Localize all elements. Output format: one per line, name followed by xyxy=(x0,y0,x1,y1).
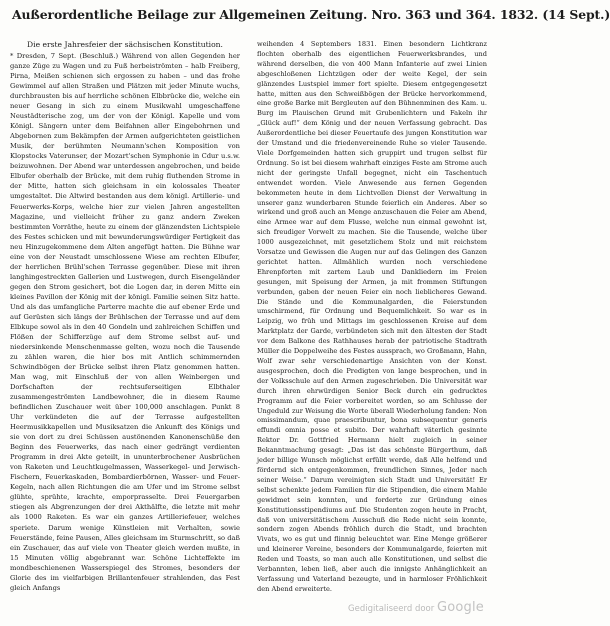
issue-year: 1832. xyxy=(499,7,539,22)
masthead xyxy=(12,7,610,22)
right-column xyxy=(257,40,487,595)
issue-number: Nro. 363 und 364. xyxy=(371,7,496,22)
issue-date: (14 Sept.) xyxy=(542,7,610,22)
digitization-watermark xyxy=(348,600,484,615)
article-title: Die erste Jahresfeier der sächsischen Konstitution. xyxy=(27,40,223,49)
left-column xyxy=(10,40,240,593)
watermark-prefix: Gedigitaliseerd door xyxy=(348,604,435,614)
left-column-text: * Dresden, 7 Sept. (Beschluß.) Während von allen Gegenden her ganze Züge zu Wagen und zu Fuß herbeiströmten – halb Freiberg, Pirna, Meißen schienen sich ergossen zu haben – und das frohe Gewimmel auf allen Straßen und Plätzen mit jeder Minute wuchs, durchbrausten bis auf herrliche schönen Elbbrücke die, welche ein neuer Gesang in sich zu einem Musikwahl umgeschaffene Neustädterische zog, um der von der Königl. Kapelle und vom Königl. Sängern unter dem Beifahnen aller Eingebohrnen und Abgebornen zum Bekämpfen der Armen aufgerichteten geistlichen Musik, der berühmten Neumann'schen Komposition von Klopstocks Vaterunser, der Mozart'schen Symphonie in Cdur u.s.w. beizuwohnen. Der Abend war unterdessen angebrochen, und beide Elbufer oberhalb der Brücke, mit dem ruhig fluthenden Strome in der Mitte, hatten sich gleichsam in ein kolossales Theater umgestaltet. Die Altwird bestanden aus dem königl. Artillerie- und Feuerwerks-Korps, welche hier zur vielen Jahren angestellten Magazine, und vielleicht früher zu ganz andern Zweken bestimmten Vorräthe, heute zu einem der glänzendsten Lichtspiele des Festes schicken und mit bewunderungswürdiger Fertigkeit das neu Hinzugekommene dem Alten angefügt hatten. Die Bühne war eine von der Neustadt umschlossene Wiese am rechten Elbufer, der herrlichen Brühl'schen Terrasse gegenüber. Diese mit ihren langhingestreckten Gallerien und Lustwegen, durch Eisengeländer gegen den Strom gesichert, bot die Logen dar, in deren Mitte ein kleines Pavillon der König mit der königl. Familie seinen Sitz hatte. Und als das umfangliche Parterre machte die auf ebener Erde und auf Gerüsten sich längs der Brühlschen der Terrasse und auf dem Elbkupe sowol als in den 40 Gondeln und zahlreichen Schiffen und Flößen der Schifferzüge auf dem Strome selbst auf- und niedersinkende Menschenmasse gelten, wozu noch die Tausende zu zählen waren, die hier bos mit Antlich schimmernden Schwindbögen der Brücke selbst ihren Platz genommen hatten. Man wag, mit Einschluß der von allen Weinbergen und Dorfschaften der rechtsuferseitigen Elbthaler zusammengeströmten Landbewohner, die in diesem Raume befindlichen Zuschauer weit über 100,000 anschlagen. Punkt 8 Uhr verkündeten die auf der Terrasse aufgestellten Heermusikkapellen und Musiksatzen die Ankunft des Königs und sie von dort zu drei Schüssen austönenden Kanonenschüße den Beginn des Feuerwerks, das nach einer gedrängt verdienten Programm in drei Akte geteilt, in ununterbrochener Ausbrüchen von Raketen und Leuchtkugelmassen, Wasserkegel- und Jerwisch-Fischern, Feuerkaskaden, Bombardierbörnen, Wasser- und Feuer-Kegeln, nach allen Richtungen die am Ufer und im Strome selbst glühte, sprühte, krachte, emporprasselte. Drei Feuergarben stiegen als Abgrenzungen der drei Akthälfte, die letzte mit mehr als 1000 Raketen. Es war ein ganzes Artilleriefeuer, welches speriete. Darum wenige Künstleien mit Verhalten, sowie Feuerstände, feine Pausen, Alles gleichsam im Sturmschritt, so daß ein Zuschauer, das auf viele von Theater gleich werden mußte, in 15 Minuten völlig abgebrannt war. Schöne Lichteffekte im mondbeschienenen Wasserspiegel des Stromes, besonders der Glorie des im vielfarbigen Brillantenfeuer strahlenden, das Fest gleich Anfangs xyxy=(10,52,240,592)
google-logo: Google xyxy=(436,600,484,615)
supplement-title: Außerordentliche Beilage zur Allgemeinen Zeitung. xyxy=(12,7,368,22)
right-column-text: weihenden 4 Septembers 1831. Einen besondern Lichtkranz flochten oberhalb des eigentlichen Feuerwerksbrandes, und während derselben, die von 400 Mann Infanterie auf zwei Linien abgeschloßenen Lichtzügen oder der weite Kegel, der sein glänzendes Lustspiel immer fort spielte. Diesem entgegengesetzt hatte, mitten aus den Schweißbögen der Brücke hervorkommend, eine große Barke mit Bergleuten auf den Bühnenminen des Kam. u. Burg im Plauischen Grund mit Grubenlichtern und Fakeln ihr „Glück auf!“ dem König und der neuen Verfassung gebracht. Das Außerordentliche bei dieser Feuertaufe des jungen Konstitution war der Umstand und die friedenvereinende Ruhe so vieler Tausende. Viele Dorfgemeinden hatten sich gruppirt und trugen selbst für Ordnung. So ist bei diesem wahrhaft einziges Feste am Strome auch nicht der geringste Unfall begegnet, nicht ein Taschentuch entwendet worden. Viele Anwesende aus fernen Gegenden bekommeten heute in dem Lichtvollen Dienst der Verwaltung in unserer ganz wunderbaren Stunde feierlich ein Anderes. Aber so wirkend und groß auch an Menge anzuschauen die Feier am Abend, eine Armee war auf dem Flusse, welche nun einmal gewohnt ist, sich freudiger Vorwelt zu machen. Sie die Tausende, welche über 1000 ausgezeichnet, mit gesetzlichem Stolz und mit reichstem Vorsatze und Gewissen die Augen nur auf das Gelingen des Ganzen gerichtet hatten. Allmählich wurden noch verschiedene Ehrenpforten mit zartem Laub und Dankliedern im Freien gesungen, mit Speisung der Armen, ja mit frommen Stiftungen verbunden, gaben der neuen Feier ein noch lieblicheres Gewand. Die Stände und die Kommunalgarden, die Feierstunden umschirmend, für Ordnung und Bequemlichkeit. So war es in Leipzig, wo früh und Mittags im geschlossenen Kreise auf dem Marktplatz der Garde, verbündeten sich mit den ältesten der Stadt vor dem Balkone des Rathhauses herab der patriotische Stadtrath Müller die Doppelweihe des Festes aussprach, wo Großmann, Hahn, Wolf zwar sehr verschiedenartige Ansichten von der Konst. ausgesprochen, doch die Predigten von lange besprochen, und in der Volksschule auf den Armen zugeschrieben. Die Universität war durch ihren ehrwürdigen Senior Beck durch ein gedrucktes Programm auf die Feier vorbereitet worden, so am Schlusse der Ungeduld zur Weisung die Worte überall Wiederholung fanden: Non omissimandum, quae praescribuntur, bona subsequentur generis effundi omnia posse et subito. Der wahrhaft väterlich gesinnte Rektor Dr. Gottfried Hermann hielt zugleich in seiner Bekanntmachung gesagt: „Das ist das schönste Bürgerthum, daß jeder billige Wunsch möglichst erfüllt werde, daß Alle helfend und fördernd sich entgegenkommen, freundlichen Sinnes, Jeder nach seiner Weise.“ Darum vereinigten sich Stadt und Universität! Er selbst schenkte jedem Familien für die Stipendien, die einem Mahle gewidmet sein konnten, und forderte zur Gründung eines Konstitutionsstipendiums auf. Die Studenten zogen heute in Pracht, daß von universitätischem Ausschuß die Rede nicht sein konnte, sondern zogen Abends fröhlich durch die Stadt, und brachten Vivats, wo es gut und flinnig beleuchtet war. Eine Menge größerer und kleinerer Vereine, besonders der Kommunalgarde, feierten mit Reden und Toasts, so man auch alle Konstitutionen, und selbst die Verbannten, leben ließ, aber auch die innigste Anhänglichkeit an Verfassung und Vaterland bezeugte, und in harmloser Fröhlichkeit den Abend erweiterte. xyxy=(257,40,487,593)
